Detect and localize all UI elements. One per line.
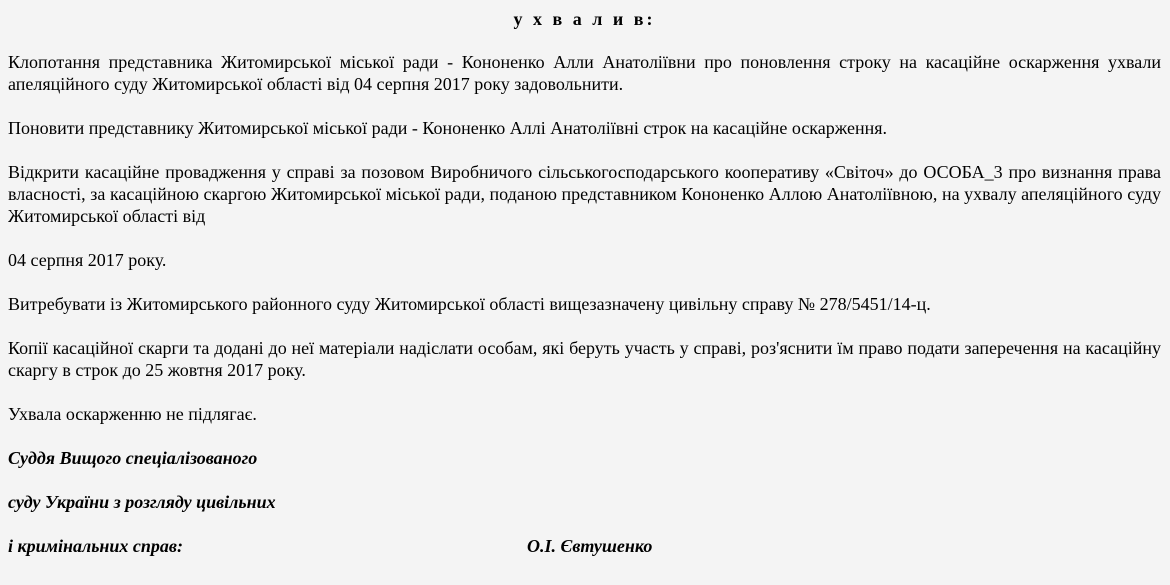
signature-title-text-2: суду України з розгляду цивільних <box>8 492 276 512</box>
paragraph-request-case: Витребувати із Житомирського районного суду Житомирської області вищезазначену цивільну справу № 278/5451/14-ц. <box>8 294 931 314</box>
signature-title-text-3: і кримінальних справ: <box>8 536 183 556</box>
paragraph-ruling-date: 04 серпня 2017 року. <box>8 250 167 270</box>
paragraph-renew-term: Поновити представнику Житомирської міської ради - Кононенко Аллі Анатоліївні строк на касаційне оскарження. <box>8 118 888 138</box>
paragraph-not-appealable: Ухвала оскарженню не підлягає. <box>8 404 257 424</box>
paragraph-send-copies: Копії касаційної скарги та додані до неї матеріали надіслати особам, які беруть участь у справі, роз'яснити їм право подати заперечення на касаційну скаргу в строк до 25 жовтня 2017 року. <box>8 338 1161 380</box>
paragraph-motion-granted: Клопотання представника Житомирської міської ради - Кононенко Алли Анатоліївни про поновлення строку на касаційне оскарження ухвали апеляційного суду Житомирської області від 04 серпня 2017 року задовольнити. <box>8 52 1161 94</box>
judge-name: О.І. Євтушенко <box>527 536 653 556</box>
signature-title-text-1: Суддя Вищого спеціалізованого <box>8 448 258 468</box>
signature-title-line-2 <box>8 491 1161 513</box>
ruling-heading: у х в а л и в: <box>513 9 656 29</box>
signature-title-line-1 <box>8 447 1161 469</box>
paragraph-open-proceedings: Відкрити касаційне провадження у справі за позовом Виробничого сільськогосподарського кооперативу «Світоч» до ОСОБА_3 про визнання права власності, за касаційною скаргою Житомирської міської ради, поданою представником Кононенко Аллою Анатоліївною, на ухвалу апеляційного суду Житомирської області від <box>8 162 1161 226</box>
signature-title-line-3 <box>8 535 1161 557</box>
